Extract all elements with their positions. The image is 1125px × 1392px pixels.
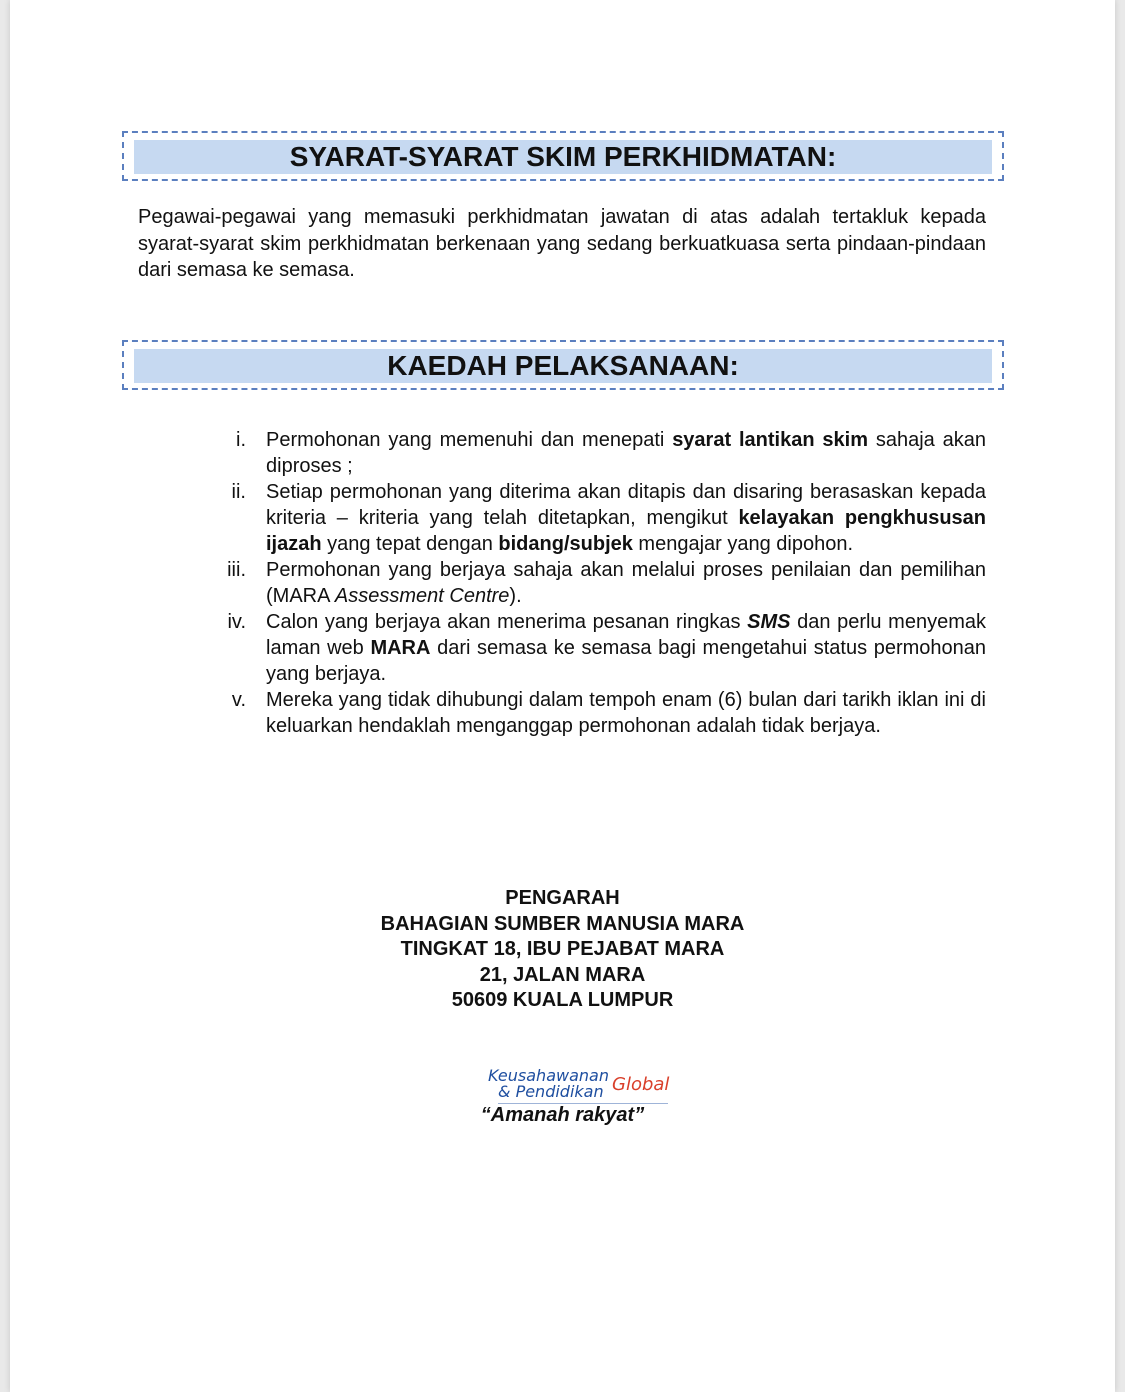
list-text-span: Setiap permohonan yang diterima akan ditapis dan disaring berasaskan kepada kriteria – kriteria yang telah ditetapkan, mengikut (266, 481, 986, 529)
section-heading-box-kaedah (122, 340, 1004, 390)
list-text-span: Permohonan yang memenuhi dan menepati (266, 429, 673, 451)
address-line: TINGKAT 18, IBU PEJABAT MARA (400, 938, 725, 960)
list-item-number: i. (236, 429, 246, 451)
list-item-text (266, 479, 986, 557)
section-heading-syarat: SYARAT-SYARAT SKIM PERKHIDMATAN: (134, 140, 992, 174)
address-block (10, 886, 1115, 1014)
address-line: PENGARAH (505, 887, 620, 909)
list-item-text (266, 687, 986, 739)
list-item (210, 687, 986, 739)
emphasis-text: MARA (370, 637, 431, 659)
list-item-number: iv. (227, 611, 246, 633)
list-text-span: dan perlu menyemak laman web (266, 611, 986, 659)
logo-text-global: Global (612, 1074, 670, 1095)
motto: “Amanah rakyat” (480, 1104, 645, 1126)
list-text-span: yang tepat dengan (321, 533, 499, 555)
logo-text-line2: & Pendidikan (498, 1082, 604, 1101)
emphasis-text: bidang/subjek (498, 533, 633, 555)
emphasis-text: SMS (747, 611, 791, 633)
address-line: 21, JALAN MARA (479, 963, 646, 986)
syarat-paragraph: Pegawai-pegawai yang memasuki perkhidmatan jawatan di atas adalah tertakluk kepada syarat-syarat skim perkhidmatan berkenaan yang sedang berkuatkuasa serta pindaan-pindaan dari semasa ke semasa. (138, 206, 986, 281)
list-item (210, 557, 986, 609)
list-text-span: sahaja akan diproses ; (266, 429, 987, 477)
list-text-span: mengajar yang dipohon. (632, 533, 854, 555)
list-item (210, 609, 986, 687)
list-item (210, 427, 986, 479)
emphasis-text: syarat lantikan skim (672, 429, 868, 451)
list-text-span: Calon yang berjaya akan menerima pesanan ringkas (266, 611, 748, 633)
list-text-span: Mereka yang tidak dihubungi dalam tempoh enam (6) bulan dari tarikh iklan ini di keluarkan hendaklah menganggap permohonan adalah tidak berjaya. (266, 689, 986, 737)
list-item-number: v. (231, 689, 246, 711)
address-line: BAHAGIAN SUMBER MANUSIA MARA (380, 912, 745, 935)
document-page (10, 0, 1115, 1392)
emphasis-text: Assessment Centre (334, 585, 510, 607)
list-item-text (266, 427, 986, 479)
list-item-number: ii. (231, 481, 246, 503)
list-text-span: dari semasa ke semasa bagi mengetahui status permohonan yang berjaya. (266, 637, 987, 685)
list-item (210, 479, 986, 557)
address-line: 50609 KUALA LUMPUR (451, 989, 674, 1011)
emphasis-text: kelayakan pengkhususan ijazah (266, 507, 986, 555)
list-text-span: Permohonan yang berjaya sahaja akan melalui proses penilaian dan pemilihan (MARA (266, 559, 986, 607)
keusahawanan-logo (488, 1066, 678, 1106)
list-text-span: ). (509, 585, 522, 607)
list-item-text (266, 557, 986, 609)
list-item-number: iii. (227, 559, 246, 581)
list-item-text (266, 609, 986, 687)
section-heading-kaedah: KAEDAH PELAKSANAAN: (134, 349, 992, 383)
kaedah-list (210, 427, 986, 739)
logo-text-line1: Keusahawanan (488, 1066, 609, 1085)
section-heading-box-syarat (122, 131, 1004, 181)
